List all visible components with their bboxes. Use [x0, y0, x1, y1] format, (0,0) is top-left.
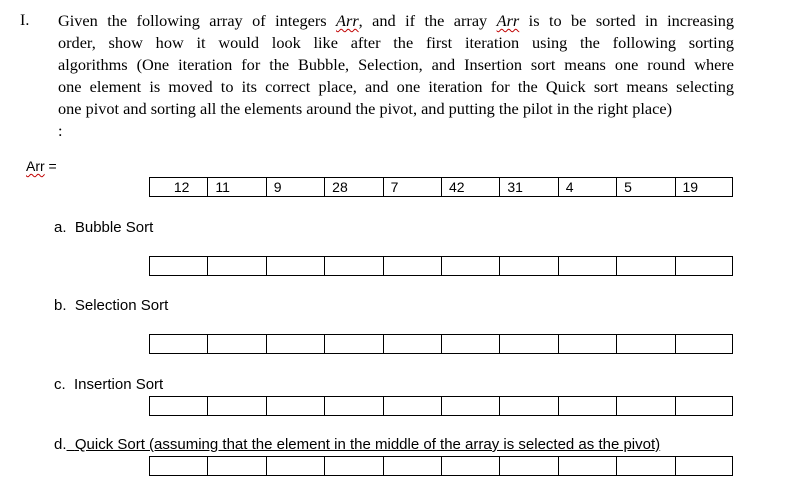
array-cell: 19: [675, 177, 733, 197]
answer-cell[interactable]: [207, 256, 265, 276]
answer-cell[interactable]: [207, 456, 265, 476]
answer-cell[interactable]: [324, 334, 382, 354]
selection-answer-row[interactable]: [149, 334, 733, 354]
answer-cell[interactable]: [149, 456, 207, 476]
answer-cell[interactable]: [499, 256, 557, 276]
answer-cell[interactable]: [149, 396, 207, 416]
array-cell: 9: [266, 177, 324, 197]
answer-cell[interactable]: [616, 456, 674, 476]
question-line-5: one pivot and sorting all the elements around the pivot, and putting the pilot in the right place): [58, 99, 673, 118]
question-number: I.: [20, 12, 30, 29]
question-line-4: one element is moved to its correct place, and one iteration for the Quick sort means selecting: [58, 77, 734, 96]
array-cell: 42: [441, 177, 499, 197]
array-name-ref: Arr: [336, 11, 359, 30]
answer-cell[interactable]: [383, 456, 441, 476]
answer-cell[interactable]: [441, 334, 499, 354]
answer-cell[interactable]: [149, 256, 207, 276]
section-label-quick: d. Quick Sort (assuming that the element in the middle of the array is selected as the pivot): [54, 436, 661, 453]
answer-cell[interactable]: [499, 334, 557, 354]
answer-cell[interactable]: [441, 396, 499, 416]
quick-answer-row[interactable]: [149, 456, 733, 476]
question-line-6: :: [58, 121, 63, 140]
array-cell: 31: [499, 177, 557, 197]
answer-cell[interactable]: [675, 256, 733, 276]
answer-cell[interactable]: [558, 396, 616, 416]
answer-cell[interactable]: [383, 334, 441, 354]
insertion-answer-row[interactable]: [149, 396, 733, 416]
answer-cell[interactable]: [266, 456, 324, 476]
answer-cell[interactable]: [266, 396, 324, 416]
answer-cell[interactable]: [266, 334, 324, 354]
question-line-2: order, show how it would look like after the first iteration using the following sorting: [58, 33, 734, 52]
answer-cell[interactable]: [616, 256, 674, 276]
array-cell: 12: [149, 177, 207, 197]
answer-cell[interactable]: [441, 256, 499, 276]
section-label-bubble: a. Bubble Sort: [54, 219, 154, 236]
answer-cell[interactable]: [675, 456, 733, 476]
array-label: Arr =: [26, 158, 57, 174]
section-label-selection: b. Selection Sort: [54, 297, 169, 314]
array-name-ref: Arr: [496, 11, 520, 30]
answer-cell[interactable]: [207, 396, 265, 416]
answer-cell[interactable]: [324, 396, 382, 416]
answer-cell[interactable]: [324, 256, 382, 276]
answer-cell[interactable]: [499, 396, 557, 416]
answer-cell[interactable]: [675, 396, 733, 416]
answer-cell[interactable]: [207, 334, 265, 354]
answer-cell[interactable]: [558, 334, 616, 354]
answer-cell[interactable]: [675, 334, 733, 354]
answer-cell[interactable]: [616, 396, 674, 416]
question-line-1: Given the following array of integers Arr, and if the array Arr is to be sorted in increasing: [58, 11, 735, 30]
array-cell: 11: [207, 177, 265, 197]
array-cell: 7: [383, 177, 441, 197]
answer-cell[interactable]: [149, 334, 207, 354]
array-cell: 5: [616, 177, 674, 197]
answer-cell[interactable]: [383, 256, 441, 276]
answer-cell[interactable]: [266, 256, 324, 276]
section-label-insertion: c. Insertion Sort: [54, 376, 164, 393]
array-cell: 4: [558, 177, 616, 197]
answer-cell[interactable]: [558, 456, 616, 476]
question-line-3: algorithms (One iteration for the Bubble, Selection, and Insertion sort means one round where: [58, 55, 734, 74]
array-cell: 28: [324, 177, 382, 197]
question-text: [58, 10, 734, 142]
bubble-answer-row[interactable]: [149, 256, 733, 276]
answer-cell[interactable]: [616, 334, 674, 354]
answer-cell[interactable]: [324, 456, 382, 476]
answer-cell[interactable]: [499, 456, 557, 476]
answer-cell[interactable]: [383, 396, 441, 416]
array-row: [149, 177, 733, 197]
answer-cell[interactable]: [558, 256, 616, 276]
answer-cell[interactable]: [441, 456, 499, 476]
